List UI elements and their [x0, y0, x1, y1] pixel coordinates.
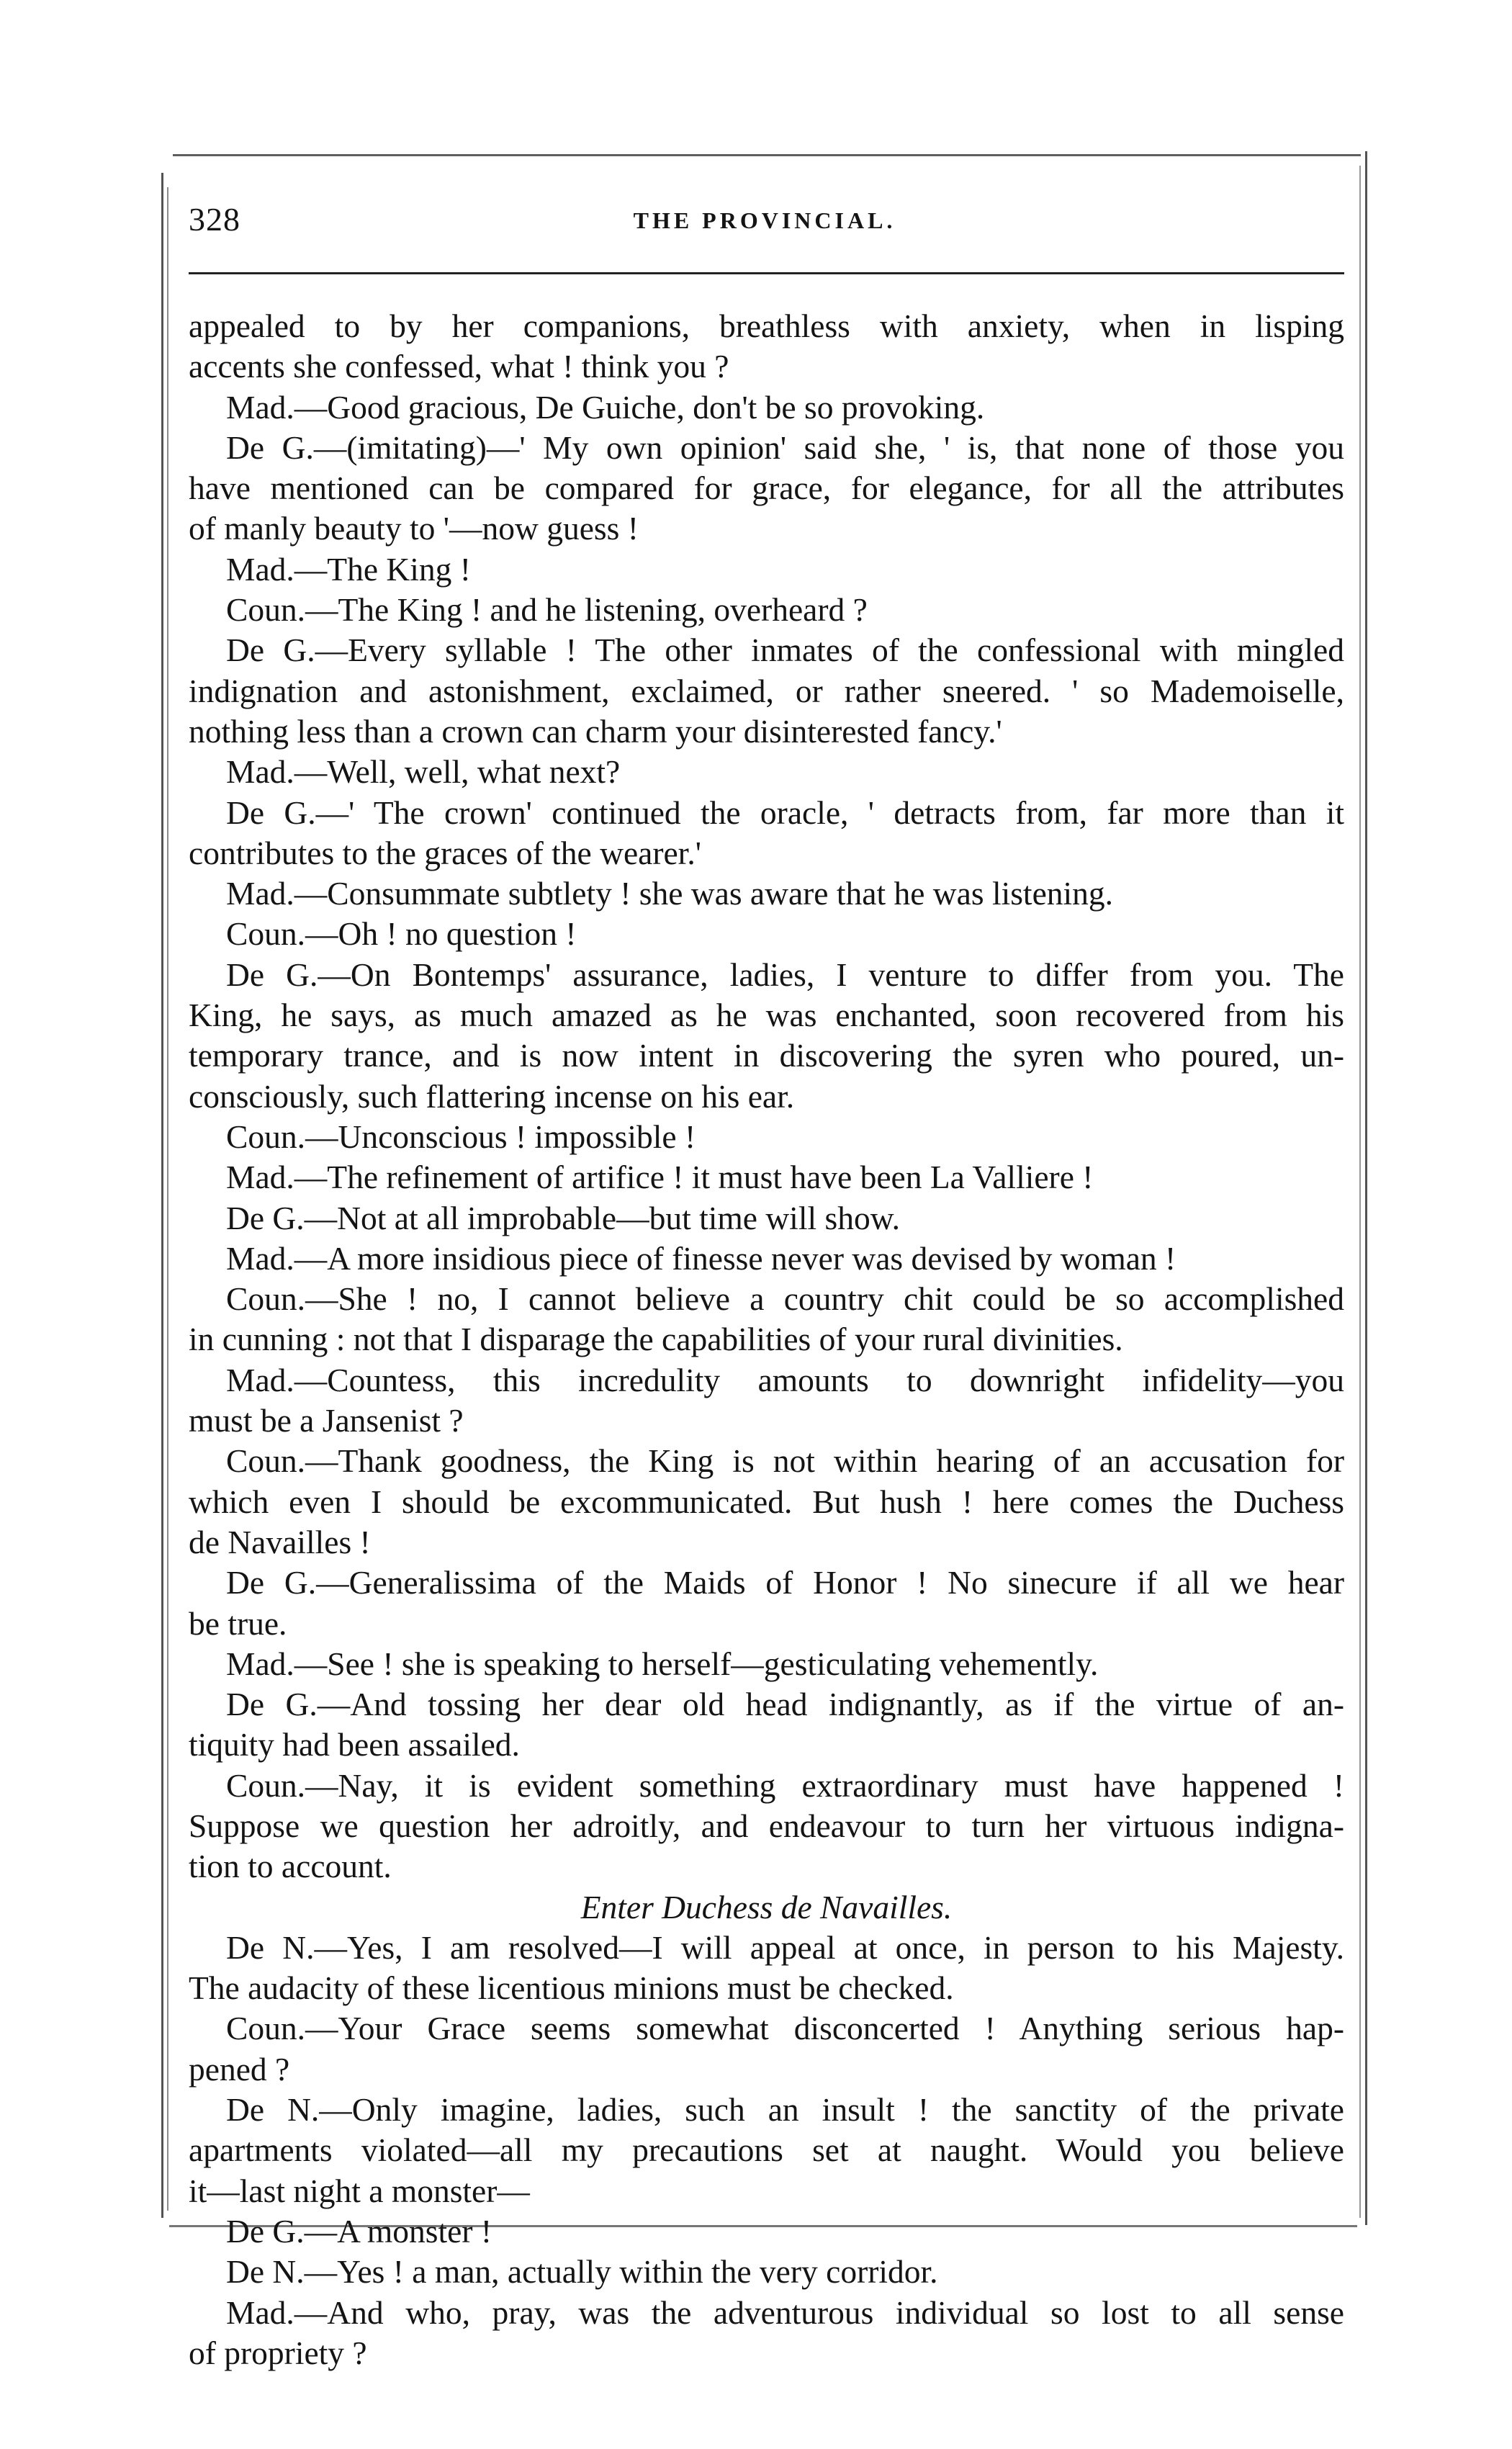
text-line: tiquity had been assailed. [189, 1726, 520, 1763]
page-number: 328 [189, 201, 240, 238]
text-line: Coun.—She ! no, I cannot believe a country chit could be so accomplished [226, 1280, 1344, 1318]
text-line: Coun.—Your Grace seems somewhat disconcerted ! Anything serious hap- [226, 2010, 1344, 2047]
text-line: De G.—Every syllable ! The other inmates of the confessional with mingled [226, 632, 1344, 669]
body-text [189, 306, 1344, 2373]
text-line: De G.—On Bontemps' assurance, ladies, I venture to differ from you. The [226, 956, 1344, 993]
text-line: nothing less than a crown can charm your disinterested fancy.' [189, 712, 1002, 750]
text-line: Mad.—The King ! [226, 550, 471, 588]
right-border-rule [1365, 151, 1367, 2225]
text-line: de Navailles ! [189, 1523, 371, 1560]
text-line: pened ? [189, 2050, 290, 2088]
text-line: Suppose we question her adroitly, and endeavour to turn her virtuous indigna- [189, 1807, 1344, 1844]
text-line: Coun.—Nay, it is evident something extraordinary must have happened ! [226, 1766, 1344, 1804]
text-line: Mad.—A more insidious piece of finesse never was devised by woman ! [226, 1239, 1176, 1277]
text-line: tion to account. [189, 1848, 392, 1885]
text-line: it—last night a monster— [189, 2172, 530, 2209]
text-line: Mad.—The refinement of artifice ! it must have been La Valliere ! [226, 1159, 1094, 1196]
text-line: consciously, such flattering incense on his ear. [189, 1077, 795, 1115]
text-line: De G.—And tossing her dear old head indignantly, as if the virtue of an- [226, 1686, 1344, 1723]
text-line: De G.—(imitating)—' My own opinion' said she, ' is, that none of those you [226, 428, 1344, 466]
text-line: apartments violated—all my precautions set at naught. Would you believe [189, 2131, 1344, 2169]
text-line: accents she confessed, what ! think you ? [189, 348, 729, 385]
text-line: of manly beauty to '—now guess ! [189, 510, 639, 547]
text-line: temporary trance, and is now intent in discovering the syren who poured, un- [189, 1037, 1344, 1074]
text-line: Mad.—Consummate subtlety ! she was aware that he was listening. [226, 875, 1114, 912]
text-line: Coun.—Thank goodness, the King is not within hearing of an accusation for [226, 1442, 1344, 1480]
text-line: have mentioned can be compared for grace, for elegance, for all the attributes [189, 469, 1344, 507]
text-line: Mad.—Countess, this incredulity amounts to downright infidelity—you [226, 1361, 1344, 1398]
text-line: contributes to the graces of the wearer.' [189, 834, 701, 871]
text-line: The audacity of these licentious minions must be checked. [189, 1969, 954, 2007]
text-line: De G.—Generalissima of the Maids of Honor ! No sinecure if all we hear [226, 1564, 1344, 1601]
text-line: be true. [189, 1604, 287, 1642]
running-head: THE PROVINCIAL. [633, 207, 896, 233]
text-line: King, he says, as much amazed as he was enchanted, soon recovered from his [189, 997, 1344, 1034]
text-line: De G.—Not at all improbable—but time will show. [226, 1199, 900, 1236]
text-line: Coun.—Unconscious ! impossible ! [226, 1118, 696, 1155]
left-border-rule [161, 173, 163, 2218]
left-inner-border-rule [167, 187, 168, 2211]
text-line: De G.—' The crown' continued the oracle, ' detracts from, far more than it [226, 794, 1344, 831]
text-line: De N.—Yes, I am resolved—I will appeal at once, in person to his Majesty. [226, 1928, 1344, 1966]
text-line: Mad.—See ! she is speaking to herself—gesticulating vehemently. [226, 1645, 1099, 1682]
text-line: Mad.—Good gracious, De Guiche, don't be so provoking. [226, 388, 985, 426]
text-line: Mad.—Well, well, what next? [226, 753, 621, 791]
text-line: must be a Jansenist ? [189, 1402, 464, 1439]
top-border-rule [173, 154, 1361, 156]
text-line: which even I should be excommunicated. But hush ! here comes the Duchess [189, 1483, 1344, 1520]
text-line: in cunning : not that I disparage the capabilities of your rural divinities. [189, 1321, 1123, 1358]
text-line: of propriety ? [189, 2334, 367, 2371]
text-line: Coun.—The King ! and he listening, overheard ? [226, 591, 868, 629]
text-line: De G.—A monster ! [226, 2212, 492, 2250]
page-header [189, 200, 1341, 251]
text-line: indignation and astonishment, exclaimed, or rather sneered. ' so Mademoiselle, [189, 672, 1344, 709]
text-line: De N.—Yes ! a man, actually within the very corridor. [226, 2253, 938, 2291]
header-rule [189, 272, 1344, 274]
text-line: Mad.—And who, pray, was the adventurous individual so lost to all sense [226, 2293, 1344, 2331]
stage-direction: Enter Duchess de Navailles. [580, 1888, 953, 1926]
text-line: De N.—Only imagine, ladies, such an insult ! the sanctity of the private [226, 2091, 1344, 2129]
text-line: Coun.—Oh ! no question ! [226, 915, 577, 953]
text-line: appealed to by her companions, breathless with anxiety, when in lisping [189, 307, 1344, 344]
right-inner-border-rule [1359, 166, 1361, 2218]
